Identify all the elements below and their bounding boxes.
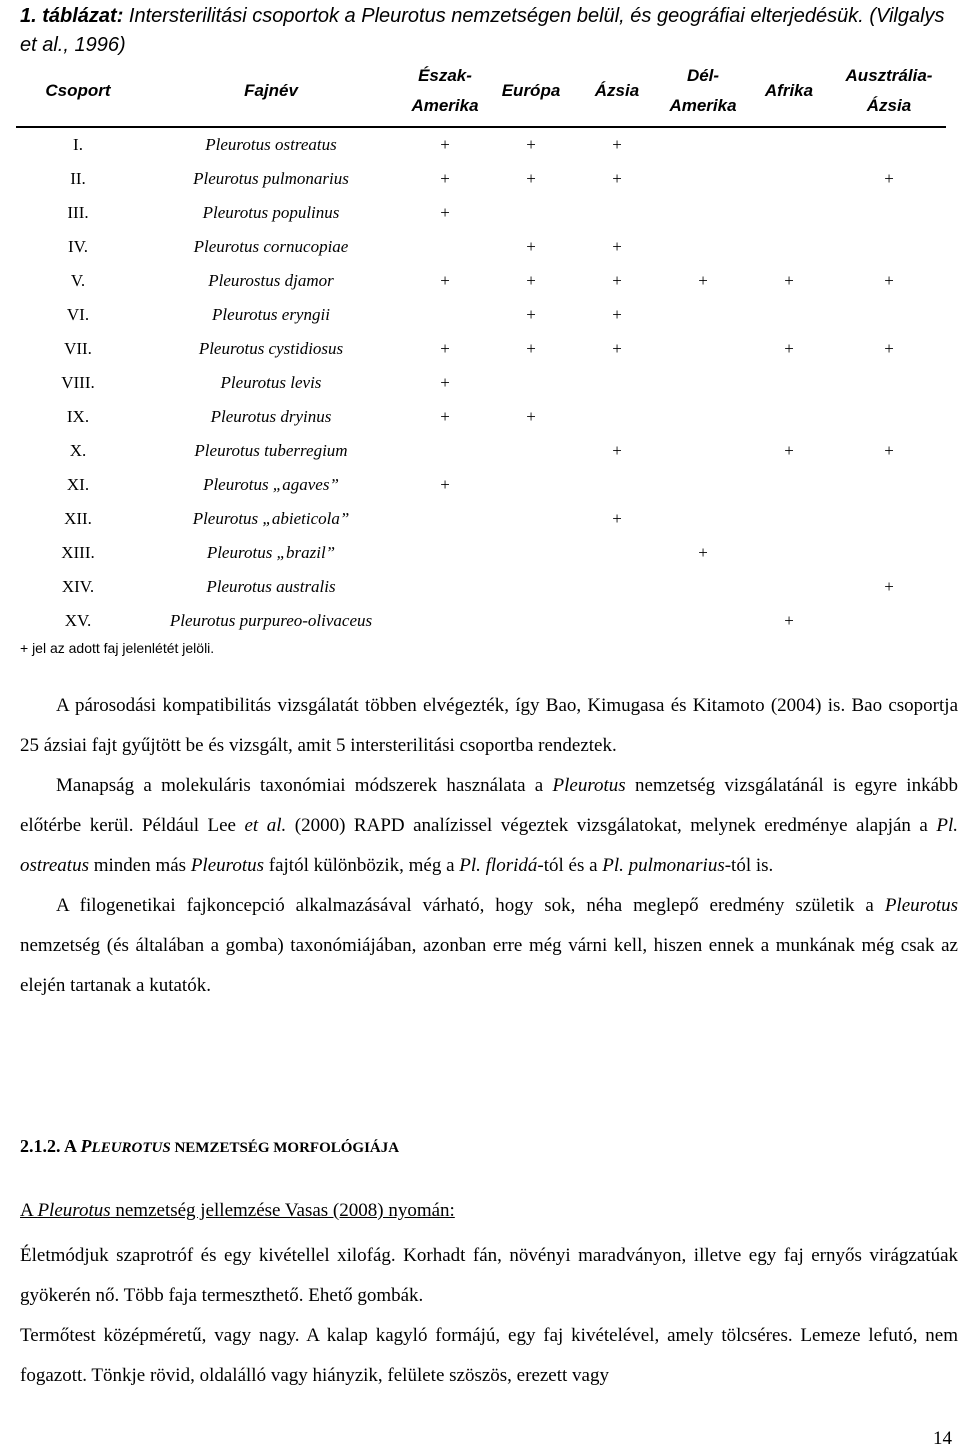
presence-cell: [660, 366, 746, 400]
group-cell: VIII.: [61, 373, 95, 392]
presence-cell: +: [526, 271, 536, 290]
presence-cell: [402, 230, 488, 264]
presence-cell: +: [612, 441, 622, 460]
presence-cell: [660, 434, 746, 468]
presence-cell: [832, 604, 946, 638]
paragraph: Termőtest középméretű, vagy nagy. A kalap kagyló formájú, egy faj kivételével, amely tölcséres. Lemeze lefutó, nem fogazott. Tönkje rövid, oldalálló vagy hiányzik, felülete szöszös, erezett vagy: [20, 1325, 958, 1386]
presence-cell: [574, 536, 660, 570]
section-heading: 2.1.2. A PLEUROTUS NEMZETSÉG MORFOLÓGIÁJA: [20, 1136, 400, 1156]
presence-cell: +: [884, 169, 894, 188]
presence-cell: +: [784, 271, 794, 290]
presence-cell: [574, 468, 660, 502]
presence-cell: [488, 604, 574, 638]
table-row: [16, 570, 946, 604]
table-row: [16, 196, 946, 230]
table-caption: [20, 2, 950, 60]
group-cell: XIII.: [61, 543, 95, 562]
header-cell: Európa: [501, 81, 561, 100]
species-cell: Pleurotus australis: [206, 577, 336, 596]
presence-cell: +: [440, 271, 450, 290]
presence-cell: +: [612, 509, 622, 528]
header-cell: Észak- Amerika: [411, 66, 479, 115]
species-cell: Pleurotus „agaves”: [203, 475, 339, 494]
group-cell: VII.: [64, 339, 92, 358]
group-cell: IV.: [68, 237, 88, 256]
presence-cell: [660, 196, 746, 230]
table-row: [16, 604, 946, 638]
presence-cell: [746, 400, 832, 434]
presence-cell: [402, 536, 488, 570]
table-row: [16, 536, 946, 570]
intersterility-table: [16, 56, 946, 638]
presence-cell: +: [884, 577, 894, 596]
presence-cell: +: [784, 339, 794, 358]
paragraph: A párosodási kompatibilitás vizsgálatát többen elvégezték, így Bao, Kimugasa és Kitamoto (2004) is. Bao csoportja 25 ázsiai fajt gyűjtött be és vizsgált, amit 5 intersterilitási csoportba rendeztek.: [20, 695, 958, 756]
header-cell: Ausztrália- Ázsia: [845, 66, 933, 115]
table-row: [16, 468, 946, 502]
header-cell: Fajnév: [244, 81, 298, 100]
presence-cell: [660, 332, 746, 366]
presence-cell: [574, 570, 660, 604]
presence-cell: [574, 196, 660, 230]
presence-cell: +: [440, 203, 450, 222]
table-row: [16, 332, 946, 366]
presence-cell: +: [784, 611, 794, 630]
presence-cell: [660, 400, 746, 434]
group-cell: IX.: [66, 407, 90, 426]
group-cell: XI.: [66, 475, 90, 494]
presence-cell: [746, 366, 832, 400]
header-cell: Csoport: [45, 81, 111, 100]
table-body: [16, 127, 946, 638]
species-cell: Pleurotus cystidiosus: [198, 339, 344, 358]
presence-cell: [746, 502, 832, 536]
presence-cell: [746, 230, 832, 264]
presence-cell: +: [884, 441, 894, 460]
presence-cell: [832, 196, 946, 230]
table-row: [16, 434, 946, 468]
presence-cell: +: [526, 169, 536, 188]
presence-cell: +: [884, 339, 894, 358]
presence-cell: [488, 502, 574, 536]
table-note: + jel az adott faj jelenlétét jelöli.: [20, 640, 215, 656]
group-cell: I.: [73, 135, 83, 154]
table-row: [16, 230, 946, 264]
presence-cell: [660, 298, 746, 332]
presence-cell: [574, 604, 660, 638]
presence-cell: [488, 196, 574, 230]
paragraph: Manapság a molekuláris taxonómiai módszerek használata a Pleurotus nemzetség vizsgálatánál is egyre inkább előtérbe kerül. Például Lee et al. (2000) RAPD analízissel végeztek vizsgálatokat, melynek eredménye alapján a Pl. ostreatus minden más Pleurotus fajtól különbözik, még a Pl. floridá-tól és a Pl. pulmonarius-tól is.: [20, 775, 959, 876]
group-cell: XII.: [64, 509, 92, 528]
presence-cell: [832, 468, 946, 502]
species-cell: Pleurotus ostreatus: [205, 135, 337, 154]
header-cell: Ázsia: [594, 81, 640, 100]
presence-cell: [746, 570, 832, 604]
presence-cell: [574, 400, 660, 434]
group-cell: II.: [70, 169, 86, 188]
page-number: 14: [933, 1428, 952, 1449]
presence-cell: +: [440, 339, 450, 358]
table-row: [16, 298, 946, 332]
presence-cell: [746, 127, 832, 162]
header-cell: Afrika: [764, 81, 814, 100]
species-cell: Pleurostus djamor: [208, 271, 334, 290]
species-cell: Pleurotus tuberregium: [194, 441, 348, 460]
presence-cell: [832, 127, 946, 162]
table-row: [16, 400, 946, 434]
species-cell: Pleurotus purpureo-olivaceus: [169, 611, 373, 630]
presence-cell: [832, 502, 946, 536]
presence-cell: [832, 230, 946, 264]
presence-cell: +: [526, 237, 536, 256]
species-cell: Pleurotus „abieticola”: [192, 509, 350, 528]
presence-cell: [746, 536, 832, 570]
presence-cell: [660, 127, 746, 162]
caption-text: Intersterilitási csoportok a Pleurotus nemzetségen belül, és geográfiai elterjedésük. (Vilgalys et al., 1996): [20, 5, 945, 56]
presence-cell: [402, 604, 488, 638]
presence-cell: +: [526, 407, 536, 426]
subsection-heading: A Pleurotus nemzetség jellemzése Vasas (2008) nyomán:: [20, 1200, 455, 1221]
presence-cell: +: [612, 135, 622, 154]
presence-cell: +: [612, 237, 622, 256]
presence-cell: [488, 536, 574, 570]
presence-cell: [832, 536, 946, 570]
group-cell: V.: [70, 271, 86, 290]
presence-cell: [574, 366, 660, 400]
body-text-1: [20, 686, 958, 1006]
species-cell: Pleurotus eryngii: [212, 305, 330, 324]
presence-cell: [488, 570, 574, 604]
paragraph: Életmódjuk szaprotróf és egy kivétellel xilofág. Korhadt fán, növényi maradványon, illetve egy faj ernyős virágzatúak gyökerén nő. Több faja termeszthető. Ehető gombák.: [20, 1245, 958, 1306]
group-cell: XV.: [64, 611, 92, 630]
species-cell: Pleurotus pulmonarius: [193, 169, 349, 188]
presence-cell: [746, 468, 832, 502]
table-row: [16, 264, 946, 298]
presence-cell: +: [526, 339, 536, 358]
presence-cell: [832, 298, 946, 332]
presence-cell: [660, 502, 746, 536]
presence-cell: +: [612, 271, 622, 290]
table-row: [16, 162, 946, 196]
table-header-row: [16, 56, 946, 127]
caption-label: 1. táblázat:: [20, 5, 124, 27]
presence-cell: [746, 298, 832, 332]
presence-cell: +: [784, 441, 794, 460]
header-cell: Dél- Amerika: [669, 66, 737, 115]
presence-cell: [488, 434, 574, 468]
table-row: [16, 502, 946, 536]
presence-cell: +: [440, 407, 450, 426]
species-cell: Pleurotus cornucopiae: [193, 237, 349, 256]
presence-cell: +: [440, 135, 450, 154]
species-cell: Pleurotus levis: [220, 373, 322, 392]
presence-cell: [402, 434, 488, 468]
group-cell: VI.: [66, 305, 90, 324]
species-cell: Pleurotus dryinus: [210, 407, 332, 426]
presence-cell: +: [612, 169, 622, 188]
presence-cell: +: [440, 169, 450, 188]
species-cell: Pleurotus „brazil”: [206, 543, 336, 562]
presence-cell: [402, 502, 488, 536]
presence-cell: [832, 400, 946, 434]
presence-cell: [660, 162, 746, 196]
presence-cell: +: [884, 271, 894, 290]
presence-cell: [488, 468, 574, 502]
presence-cell: +: [440, 373, 450, 392]
table-row: [16, 127, 946, 162]
presence-cell: [402, 298, 488, 332]
presence-cell: +: [440, 475, 450, 494]
presence-cell: +: [698, 271, 708, 290]
presence-cell: [746, 162, 832, 196]
paragraph: A filogenetikai fajkoncepció alkalmazásával várható, hogy sok, néha meglepő eredmény születik a Pleurotus nemzetség (és általában a gomba) taxonómiájában, azonban erre még várni kell, hiszen ennek a munkának még csak az elején tartanak a kutatók.: [20, 895, 958, 996]
table-row: [16, 366, 946, 400]
presence-cell: [660, 570, 746, 604]
presence-cell: [660, 604, 746, 638]
presence-cell: [402, 570, 488, 604]
group-cell: XIV.: [61, 577, 95, 596]
presence-cell: [488, 366, 574, 400]
presence-cell: [660, 468, 746, 502]
species-cell: Pleurotus populinus: [202, 203, 340, 222]
presence-cell: +: [698, 543, 708, 562]
presence-cell: [660, 230, 746, 264]
presence-cell: +: [612, 305, 622, 324]
body-text-2: [20, 1236, 958, 1396]
presence-cell: [746, 196, 832, 230]
presence-cell: [832, 366, 946, 400]
presence-cell: +: [612, 339, 622, 358]
group-cell: III.: [67, 203, 89, 222]
presence-cell: +: [526, 135, 536, 154]
presence-cell: +: [526, 305, 536, 324]
group-cell: X.: [69, 441, 87, 460]
